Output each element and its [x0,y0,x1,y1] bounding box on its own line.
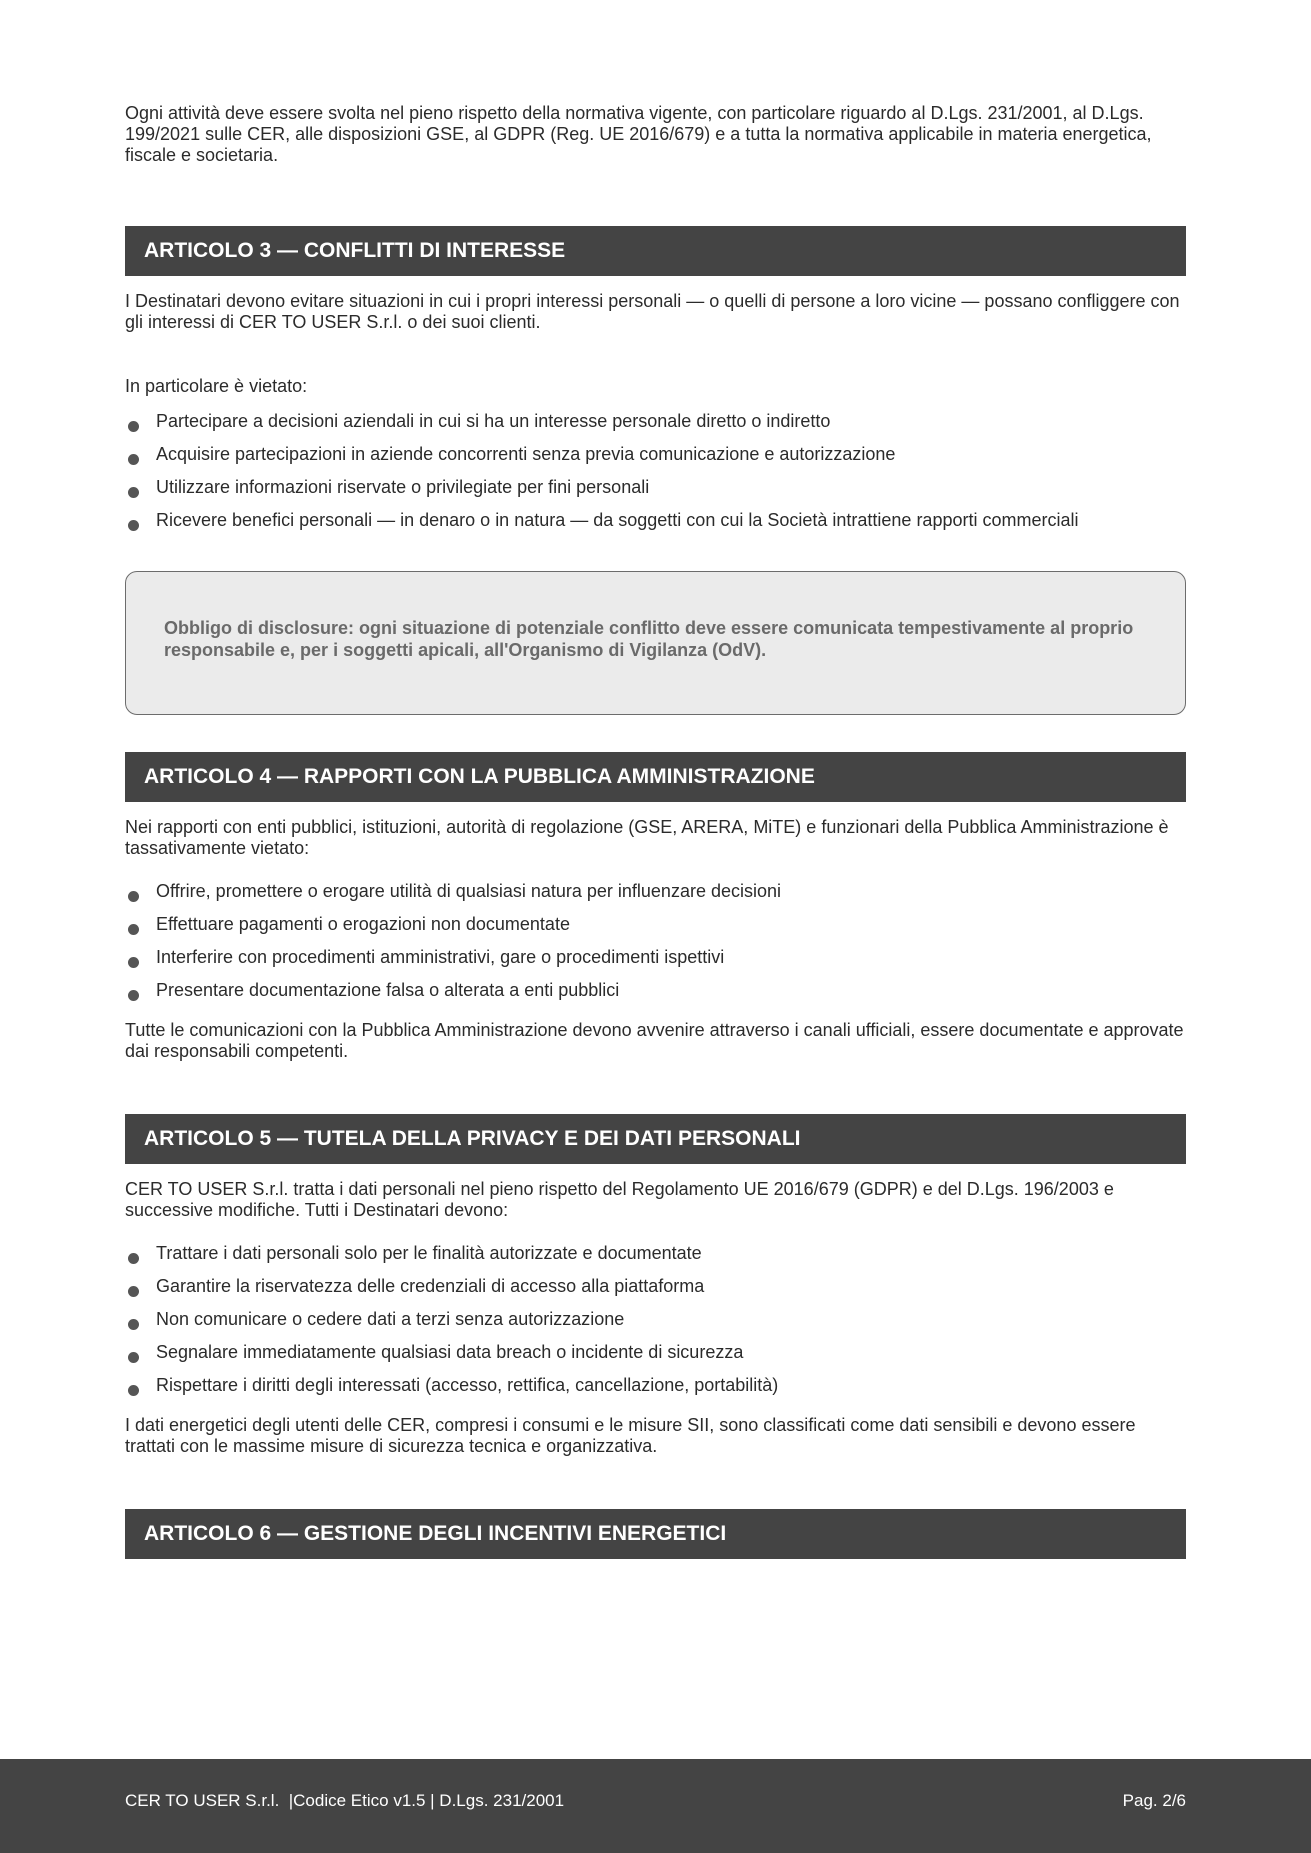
article-3-heading: ARTICOLO 3 — CONFLITTI DI INTERESSE [125,226,1186,276]
article-3-paragraph: I Destinatari devono evitare situazioni in cui i propri interessi personali — o quelli di persone a loro vicine — possano confliggere con gli interessi di CER TO USER S.r.l. o dei suoi clienti. [125,291,1180,332]
bullet-icon [128,421,139,432]
list-item: Segnalare immediatamente qualsiasi data breach o incidente di sicurezza [125,1342,1186,1363]
article-6-heading: ARTICOLO 6 — GESTIONE DEGLI INCENTIVI ENERGETICI [125,1509,1186,1559]
bullet-icon [128,1253,139,1264]
article-4-list [125,881,1186,1001]
list-item: Effettuare pagamenti o erogazioni non documentate [125,914,1186,935]
article-4-paragraph: Nei rapporti con enti pubblici, istituzioni, autorità di regolazione (GSE, ARERA, MiTE) e funzionari della Pubblica Amministrazione è tassativamente vietato: [125,817,1169,858]
bullet-icon [128,1286,139,1297]
bullet-icon [128,1352,139,1363]
bullet-icon [128,990,139,1001]
list-item: Presentare documentazione falsa o alterata a enti pubblici [125,980,1186,1001]
list-item: Trattare i dati personali solo per le finalità autorizzate e documentate [125,1243,1186,1264]
bullet-icon [128,520,139,531]
article-5-paragraph: CER TO USER S.r.l. tratta i dati personali nel pieno rispetto del Regolamento UE 2016/679 (GDPR) e del D.Lgs. 196/2003 e successive modifiche. Tutti i Destinatari devono: [125,1179,1114,1220]
bullet-icon [128,957,139,968]
bullet-icon [128,454,139,465]
article-5-heading: ARTICOLO 5 — TUTELA DELLA PRIVACY E DEI DATI PERSONALI [125,1114,1186,1164]
bullet-icon [128,924,139,935]
list-item: Ricevere benefici personali — in denaro o in natura — da soggetti con cui la Società intrattiene rapporti commerciali [125,510,1186,531]
list-item: Utilizzare informazioni riservate o privilegiate per fini personali [125,477,1186,498]
disclosure-callout-text: Obbligo di disclosure: ogni situazione di potenziale conflitto deve essere comunicata tempestivamente al proprio responsabile e, per i soggetti apicali, all'Organismo di Vigilanza (OdV). [164,618,1134,660]
list-item: Acquisire partecipazioni in aziende concorrenti senza previa comunicazione e autorizzazione [125,444,1186,465]
footer-document-info: CER TO USER S.r.l. |Codice Etico v1.5 | D.Lgs. 231/2001 [125,1791,565,1810]
intro-paragraph: Ogni attività deve essere svolta nel pieno rispetto della normativa vigente, con particolare riguardo al D.Lgs. 231/2001, al D.Lgs. 199/2021 sulle CER, alle disposizioni GSE, al GDPR (Reg. UE 2016/679) e a tutta la normativa applicabile in materia energetica, fiscale e societaria. [125,103,1152,165]
article-3-list [125,411,1186,531]
page-footer [0,1759,1311,1853]
article-5-closing: I dati energetici degli utenti delle CER, compresi i consumi e le misure SII, sono classificati come dati sensibili e devono essere trattati con le massime misure di sicurezza tecnica e organizzativa. [125,1415,1136,1456]
bullet-icon [128,891,139,902]
bullet-icon [128,487,139,498]
document-body [125,103,1186,1559]
list-item: Garantire la riservatezza delle credenziali di accesso alla piattaforma [125,1276,1186,1297]
bullet-icon [128,1319,139,1330]
disclosure-callout [125,571,1186,715]
article-4-closing: Tutte le comunicazioni con la Pubblica Amministrazione devono avvenire attraverso i canali ufficiali, essere documentate e approvate dai responsabili competenti. [125,1020,1184,1061]
article-5-list [125,1243,1186,1396]
article-4-heading: ARTICOLO 4 — RAPPORTI CON LA PUBBLICA AMMINISTRAZIONE [125,752,1186,802]
list-item: Offrire, promettere o erogare utilità di qualsiasi natura per influenzare decisioni [125,881,1186,902]
list-item: Rispettare i diritti degli interessati (accesso, rettifica, cancellazione, portabilità) [125,1375,1186,1396]
bullet-icon [128,1385,139,1396]
article-3-lead: In particolare è vietato: [125,376,308,396]
list-item: Partecipare a decisioni aziendali in cui si ha un interesse personale diretto o indiretto [125,411,1186,432]
footer-page-number: Pag. 2/6 [1122,1791,1186,1810]
list-item: Interferire con procedimenti amministrativi, gare o procedimenti ispettivi [125,947,1186,968]
list-item: Non comunicare o cedere dati a terzi senza autorizzazione [125,1309,1186,1330]
